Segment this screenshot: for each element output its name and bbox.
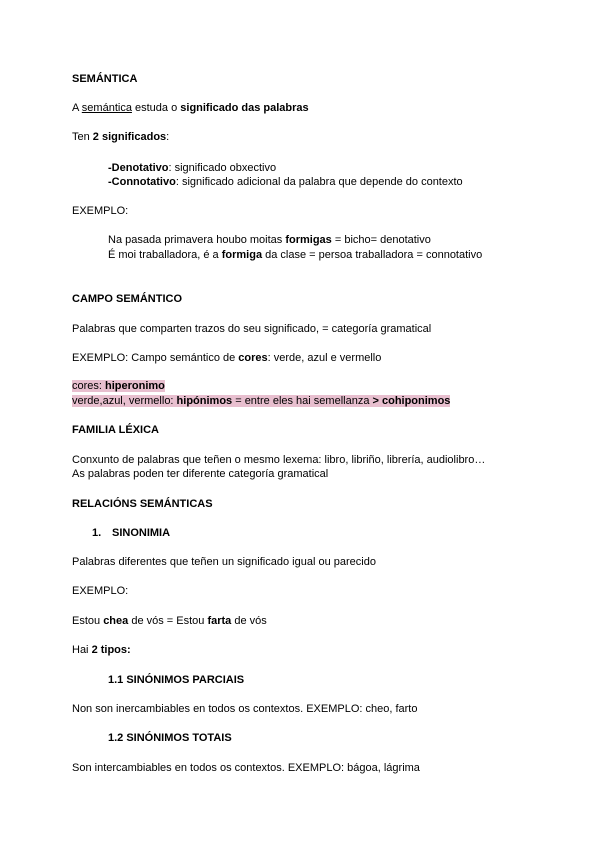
hiperonimo-highlight — [72, 380, 165, 392]
denotativo-label: -Denotativo — [108, 162, 169, 174]
sin-ex-d: de vós — [231, 615, 267, 627]
ten-bold: 2 significados — [92, 131, 167, 143]
ten-post: : — [166, 131, 170, 143]
campo-desc: Palabras que comparten trazos do seu significado, = categoría gramatical — [72, 323, 432, 335]
sinonimia-example — [72, 614, 267, 628]
hiper-pre: cores: — [72, 380, 106, 392]
ten-line — [72, 130, 169, 144]
intro-a: A — [72, 102, 82, 114]
campo-example — [72, 351, 381, 365]
familia-line2: As palabras poden ter diferente categoría gramatical — [72, 468, 329, 480]
exemplo-label: EXEMPLO: — [72, 205, 129, 217]
ex1-bold: formigas — [285, 234, 332, 246]
sin-ex-b2: farta — [207, 615, 232, 627]
connotativo-line — [108, 175, 463, 189]
campo-example-post: : verde, azul e vermello — [267, 352, 382, 364]
ex1-post: = bicho= denotativo — [331, 234, 431, 246]
hai-bold: 2 tipos: — [91, 644, 131, 656]
familia-line1: Conxunto de palabras que teñen o mesmo lexema: libro, libriño, librería, audiolibro… — [72, 454, 486, 466]
hiponimos-line — [72, 394, 450, 408]
parciais-title: 1.1 SINÓNIMOS PARCIAIS — [108, 674, 245, 686]
hai-line — [72, 643, 131, 657]
ex2-pre: É moi traballadora, é a — [108, 249, 222, 261]
intro-line — [72, 101, 309, 115]
hipo-pre: verde,azul, vermello: — [72, 395, 177, 407]
connotativo-text: : significado adicional da palabra que depende do contexto — [175, 176, 463, 188]
familia-title: FAMILIA LÉXICA — [72, 424, 159, 436]
ex2-bold: formiga — [221, 249, 263, 261]
sinonimia-number: 1. — [92, 527, 102, 539]
totais-title: 1.2 SINÓNIMOS TOTAIS — [108, 732, 232, 744]
example-line-1 — [108, 233, 431, 247]
hiperonimo-line — [72, 379, 165, 393]
hai-pre: Hai — [72, 644, 92, 656]
hipo-mid: = entre eles hai semellanza — [232, 395, 373, 407]
sin-ex-c: de vós = Estou — [128, 615, 208, 627]
semantica-term: semántica — [81, 102, 132, 114]
intro-significado: significado das palabras — [180, 102, 309, 114]
denotativo-line — [108, 161, 276, 175]
campo-title: CAMPO SEMÁNTICO — [72, 293, 182, 305]
connotativo-label: -Connotativo — [108, 176, 176, 188]
page-title: SEMÁNTICA — [72, 73, 138, 85]
intro-estuda: estuda o — [131, 102, 181, 114]
parciais-text: Non son inercambiables en todos os contextos. EXEMPLO: cheo, farto — [72, 703, 418, 715]
totais-text: Son intercambiables en todos os contextos. EXEMPLO: bágoa, lágrima — [72, 762, 420, 774]
hiponimos-highlight — [72, 395, 450, 407]
sin-ex-b1: chea — [103, 615, 129, 627]
campo-example-pre: EXEMPLO: Campo semántico de — [72, 352, 239, 364]
sinonimia-heading — [92, 526, 170, 540]
sinonimia-exemplo-label: EXEMPLO: — [72, 585, 129, 597]
ex1-pre: Na pasada primavera houbo moitas — [108, 234, 286, 246]
ex2-post: da clase = persoa traballadora = connotativo — [262, 249, 483, 261]
denotativo-text: : significado obxectivo — [168, 162, 277, 174]
example-line-2 — [108, 248, 482, 262]
sin-ex-a: Estou — [72, 615, 104, 627]
hipo-bold2: > cohiponimos — [372, 395, 451, 407]
ten-pre: Ten — [72, 131, 93, 143]
hiper-bold: hiperonimo — [105, 380, 165, 392]
relacions-title: RELACIÓNS SEMÁNTICAS — [72, 498, 213, 510]
campo-example-bold: cores — [238, 352, 268, 364]
sinonimia-title: SINONIMIA — [112, 527, 171, 539]
sinonimia-desc: Palabras diferentes que teñen un significado igual ou parecido — [72, 556, 376, 568]
hipo-bold1: hipónimos — [176, 395, 233, 407]
